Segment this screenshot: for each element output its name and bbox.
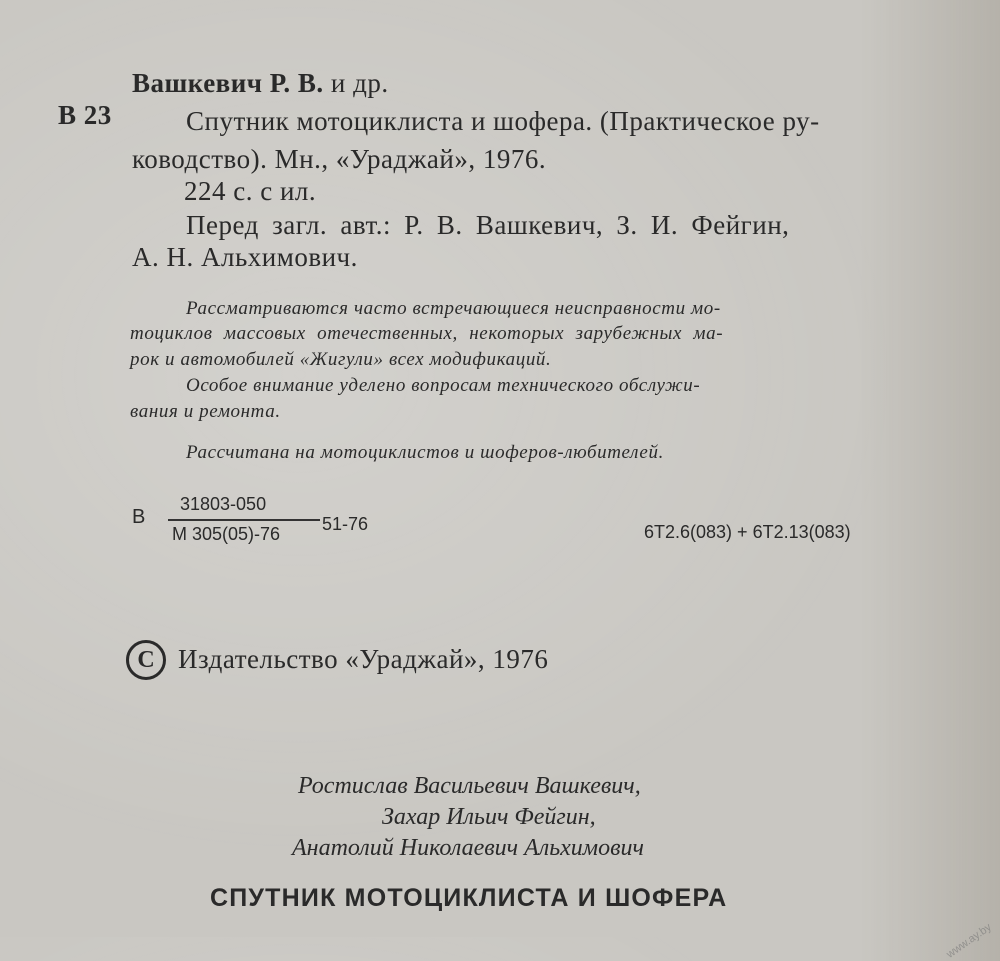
library-index: В 23	[58, 100, 112, 130]
abstract-line-4: Особое внимание уделено вопросам технического обслужи-	[186, 375, 701, 396]
fraction-line	[168, 519, 320, 521]
abstract-line-1: Рассматриваются часто встречающиеся неисправности мо-	[186, 298, 721, 319]
bib-authors-line-2: А. Н. Альхимович.	[132, 242, 358, 272]
abstract-line-3: рок и автомобилей «Жигули» всех модификаций.	[130, 349, 552, 370]
book-title: СПУТНИК МОТОЦИКЛИСТА И ШОФЕРА	[210, 884, 728, 912]
full-author-1: Ростислав Васильевич Вашкевич,	[298, 773, 641, 799]
class-denominator: М 305(05)-76	[172, 524, 281, 544]
authors-suffix: и др.	[330, 68, 389, 98]
watermark: www.ay.by	[944, 921, 994, 961]
class-numerator: 31803-050	[180, 494, 267, 514]
bib-line-1: Спутник мотоциклиста и шофера. (Практическое ру-	[186, 106, 820, 136]
class-suffix: 51-76	[322, 514, 369, 534]
bib-line-2: ководство). Мн., «Ураджай», 1976.	[132, 144, 547, 174]
full-author-3: Анатолий Николаевич Альхимович	[292, 835, 644, 861]
bib-pages: 224 с. с ил.	[184, 176, 317, 206]
bib-authors-line-1: Перед загл. авт.: Р. В. Вашкевич, З. И. Фейгин,	[186, 210, 790, 240]
full-author-2: Захар Ильич Фейгин,	[382, 804, 596, 830]
class-prefix: В	[132, 506, 146, 528]
bbk-code: 6Т2.6(083) + 6Т2.13(083)	[644, 522, 851, 542]
copyright-icon: С	[126, 640, 166, 680]
abstract-line-5: вания и ремонта.	[130, 401, 281, 422]
authors-short	[132, 68, 389, 99]
copyright-text: Издательство «Ураджай», 1976	[178, 644, 549, 674]
abstract-line-6: Рассчитана на мотоциклистов и шоферов-любителей.	[186, 442, 664, 463]
authors-name: Вашкевич Р. В.	[132, 68, 324, 98]
abstract-line-2: тоциклов массовых отечественных, некоторых зарубежных ма-	[130, 323, 724, 344]
